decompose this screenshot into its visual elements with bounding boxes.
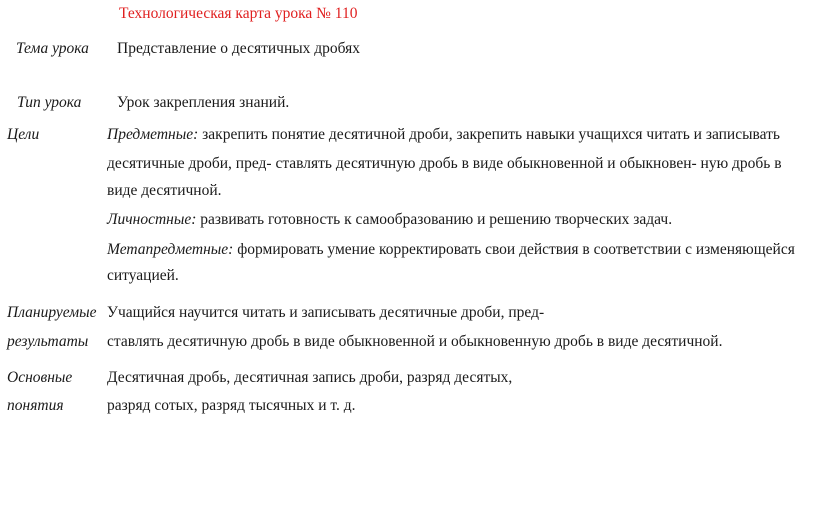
goals-subject-line1 bbox=[107, 126, 780, 144]
lesson-type-label: Тип урока bbox=[17, 94, 82, 111]
results-line2: ставлять десятичную дробь в виде обыкновенной и обыкновенную дробь в виде десятичной. bbox=[107, 333, 723, 350]
concepts-line2: разряд сотых, разряд тысячных и т. д. bbox=[107, 397, 356, 414]
goals-personal-text: развивать готовность к самообразованию и решению творческих задач. bbox=[200, 211, 673, 228]
goals-meta-prefix: Метапредметные: bbox=[107, 241, 234, 258]
topic-value: Представление о десятичных дробях bbox=[117, 40, 361, 57]
goals-personal-prefix: Личностные: bbox=[107, 211, 197, 228]
concepts-label-line2: понятия bbox=[7, 397, 64, 414]
topic-label: Тема урока bbox=[16, 40, 89, 57]
page-title: Технологическая карта урока № 110 bbox=[119, 5, 358, 22]
goals-meta-line2: ситуацией. bbox=[107, 267, 179, 284]
concepts-label-line1: Основные bbox=[7, 369, 73, 386]
goals-subject-line3: виде десятичной. bbox=[107, 182, 222, 199]
goals-label: Цели bbox=[7, 126, 40, 143]
goals-subject-prefix: Предметные: bbox=[107, 126, 199, 143]
results-label-line2: результаты bbox=[7, 333, 89, 350]
lesson-type-value: Урок закрепления знаний. bbox=[117, 94, 290, 111]
goals-meta-text: формировать умение корректировать свои действия в соответствии с изменяющейся bbox=[237, 241, 795, 258]
goals-subject-line2: десятичные дроби, пред- ставлять десятичную дробь в виде обыкновенной и обыкновен- ную дробь в bbox=[107, 155, 782, 172]
goals-personal bbox=[107, 211, 672, 229]
results-label-line1: Планируемые bbox=[7, 304, 97, 321]
results-line1: Учащийся научится читать и записывать десятичные дроби, пред- bbox=[107, 304, 545, 321]
concepts-line1: Десятичная дробь, десятичная запись дроби, разряд десятых, bbox=[107, 369, 513, 386]
goals-subject-text: закрепить понятие десятичной дроби, закрепить навыки учащихся читать и записывать bbox=[202, 126, 780, 143]
goals-meta-line1 bbox=[107, 241, 795, 259]
